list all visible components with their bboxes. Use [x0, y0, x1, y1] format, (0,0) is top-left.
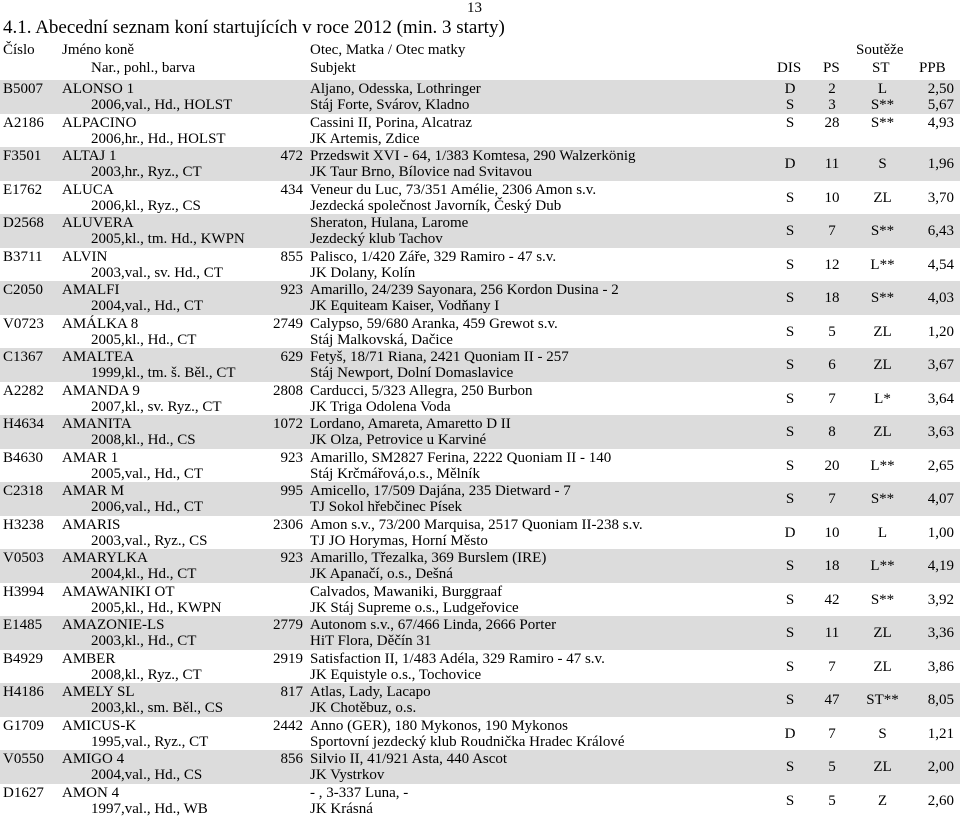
horse-number: 923 — [281, 282, 304, 298]
horse-id: F3501 — [3, 148, 41, 164]
horse-pedigree: Atlas, Lady, Lacapo — [310, 684, 431, 700]
horse-dis: S — [775, 115, 805, 131]
horse-id: A2282 — [3, 383, 44, 399]
horse-ps: 42 — [817, 592, 847, 608]
horse-st: ZL — [855, 190, 910, 206]
horse-dis: S — [775, 793, 805, 809]
horse-info: 2005,kl., tm. Hd., KWPN — [91, 231, 245, 247]
horse-number: 923 — [281, 450, 304, 466]
horse-dis: S — [775, 190, 805, 206]
horse-info: 2006,val., Hd., HOLST — [91, 97, 232, 113]
horse-info: 2003,val., Ryz., CS — [91, 533, 207, 549]
horse-dis: D — [775, 81, 805, 97]
horse-number: 923 — [281, 550, 304, 566]
page-number: 13 — [467, 0, 482, 16]
table-row — [0, 683, 960, 717]
horse-st: S** — [855, 491, 910, 507]
horse-records — [0, 80, 960, 817]
horse-dis: S — [775, 391, 805, 407]
table-row — [0, 549, 960, 583]
horse-number: 995 — [281, 483, 304, 499]
header-st: ST — [872, 59, 890, 77]
horse-ps: 12 — [817, 257, 847, 273]
horse-dis: S — [775, 223, 805, 239]
horse-id: D2568 — [3, 215, 44, 231]
horse-pedigree: Cassini II, Porina, Alcatraz — [310, 115, 472, 131]
horse-st: Z — [855, 793, 910, 809]
horse-ps: 7 — [817, 491, 847, 507]
horse-name: ALUCA — [62, 182, 114, 198]
horse-st-2: S** — [855, 97, 910, 113]
horse-dis: S — [775, 324, 805, 340]
horse-name: AMARIS — [62, 517, 120, 533]
horse-number: 2919 — [273, 651, 303, 667]
horse-info: 2004,val., Hd., CT — [91, 298, 203, 314]
horse-id: D1627 — [3, 785, 44, 801]
horse-pedigree: Amarillo, Třezalka, 369 Burslem (IRE) — [310, 550, 546, 566]
horse-st: L — [855, 81, 910, 97]
horse-dis: S — [775, 592, 805, 608]
horse-st: ZL — [855, 424, 910, 440]
horse-dis: S — [775, 625, 805, 641]
horse-id: B4929 — [3, 651, 43, 667]
horse-id: E1485 — [3, 617, 42, 633]
table-row — [0, 181, 960, 215]
horse-dis: D — [775, 726, 805, 742]
horse-number: 2808 — [273, 383, 303, 399]
horse-ppb: 2,65 — [928, 458, 954, 474]
horse-ppb: 4,07 — [928, 491, 954, 507]
horse-info: 2008,kl., Hd., CS — [91, 432, 196, 448]
horse-name: AMANDA 9 — [62, 383, 140, 399]
horse-dis: S — [775, 290, 805, 306]
horse-info: 2006,hr., Hd., HOLST — [91, 131, 226, 147]
table-row — [0, 784, 960, 817]
horse-dis: S — [775, 357, 805, 373]
horse-name: AMBER — [62, 651, 115, 667]
horse-dis: S — [775, 659, 805, 675]
horse-id: V0723 — [3, 316, 44, 332]
horse-st: ZL — [855, 357, 910, 373]
horse-owner: Stáj Newport, Dolní Domaslavice — [310, 365, 513, 381]
horse-id: V0550 — [3, 751, 44, 767]
horse-id: B3711 — [3, 249, 42, 265]
horse-ppb-2: 5,67 — [928, 97, 954, 113]
table-row — [0, 415, 960, 449]
horse-ps: 5 — [817, 793, 847, 809]
horse-number: 856 — [281, 751, 304, 767]
horse-info: 2005,val., Hd., CT — [91, 466, 203, 482]
horse-ppb: 4,54 — [928, 257, 954, 273]
horse-owner: JK Apanačí, o.s., Dešná — [310, 566, 453, 582]
horse-pedigree: Silvio II, 41/921 Asta, 440 Ascot — [310, 751, 507, 767]
horse-dis: S — [775, 558, 805, 574]
horse-st: L** — [855, 458, 910, 474]
horse-owner: HiT Flora, Děčín 31 — [310, 633, 431, 649]
horse-ps: 18 — [817, 558, 847, 574]
horse-pedigree: Palisco, 1/420 Záře, 329 Ramiro - 47 s.v. — [310, 249, 556, 265]
horse-owner: JK Vystrkov — [310, 767, 384, 783]
horse-ppb: 3,36 — [928, 625, 954, 641]
horse-pedigree: Amicello, 17/509 Dajána, 235 Dietward - 7 — [310, 483, 571, 499]
horse-st: S** — [855, 115, 910, 131]
table-row — [0, 449, 960, 483]
horse-id: E1762 — [3, 182, 42, 198]
horse-pedigree: Calypso, 59/680 Aranka, 459 Grewot s.v. — [310, 316, 558, 332]
table-row — [0, 382, 960, 416]
table-row — [0, 650, 960, 684]
header-name-info: Nar., pohl., barva — [91, 59, 195, 77]
horse-name: ALPACINO — [62, 115, 136, 131]
horse-owner: JK Chotěbuz, o.s. — [310, 700, 416, 716]
horse-ps: 7 — [817, 223, 847, 239]
horse-id: B4630 — [3, 450, 43, 466]
table-row — [0, 214, 960, 248]
horse-ps: 7 — [817, 726, 847, 742]
horse-name: ALONSO 1 — [62, 81, 134, 97]
horse-id: B5007 — [3, 81, 43, 97]
horse-ppb: 1,21 — [928, 726, 954, 742]
horse-pedigree: Veneur du Luc, 73/351 Amélie, 2306 Amon s.v. — [310, 182, 596, 198]
horse-name: AMAR 1 — [62, 450, 118, 466]
horse-name: AMAWANIKI OT — [62, 584, 175, 600]
header-ppb: PPB — [919, 59, 946, 77]
horse-st: ST** — [855, 692, 910, 708]
horse-number: 2749 — [273, 316, 303, 332]
horse-id: G1709 — [3, 718, 44, 734]
table-row — [0, 482, 960, 516]
horse-st: ZL — [855, 759, 910, 775]
horse-st: ZL — [855, 659, 910, 675]
horse-info: 2007,kl., sv. Ryz., CT — [91, 399, 222, 415]
horse-pedigree: Satisfaction II, 1/483 Adéla, 329 Ramiro - 47 s.v. — [310, 651, 605, 667]
horse-ps: 2 — [817, 81, 847, 97]
horse-dis: S — [775, 491, 805, 507]
horse-ppb: 2,60 — [928, 793, 954, 809]
header-cislo: Číslo — [3, 41, 35, 59]
horse-dis: S — [775, 424, 805, 440]
horse-pedigree: Sheraton, Hulana, Larome — [310, 215, 468, 231]
horse-pedigree: Przedswit XVI - 64, 1/383 Komtesa, 290 Walzerkönig — [310, 148, 636, 164]
horse-owner: JK Dolany, Kolín — [310, 265, 415, 281]
horse-st: L* — [855, 391, 910, 407]
horse-ppb: 3,63 — [928, 424, 954, 440]
table-row — [0, 281, 960, 315]
horse-owner: Sportovní jezdecký klub Roudnička Hradec Králové — [310, 734, 625, 750]
table-row — [0, 147, 960, 181]
horse-owner: TJ JO Horymas, Horní Město — [310, 533, 488, 549]
horse-ps: 8 — [817, 424, 847, 440]
horse-owner: TJ Sokol hřebčinec Písek — [310, 499, 462, 515]
horse-ps: 20 — [817, 458, 847, 474]
horse-ppb: 2,00 — [928, 759, 954, 775]
horse-owner: JK Krásná — [310, 801, 373, 817]
horse-ppb: 4,93 — [928, 115, 954, 131]
horse-owner: JK Olza, Petrovice u Karviné — [310, 432, 486, 448]
horse-st: S** — [855, 223, 910, 239]
table-row — [0, 616, 960, 650]
horse-id: C2050 — [3, 282, 43, 298]
horse-pedigree: - , 3-337 Luna, - — [310, 785, 408, 801]
horse-ppb: 4,19 — [928, 558, 954, 574]
horse-pedigree: Anno (GER), 180 Mykonos, 190 Mykonos — [310, 718, 568, 734]
horse-owner: JK Equistyle o.s., Tochovice — [310, 667, 481, 683]
horse-id: H3994 — [3, 584, 44, 600]
horse-info: 2004,val., Hd., CS — [91, 767, 202, 783]
header-dis: DIS — [777, 59, 801, 77]
header-ps: PS — [823, 59, 840, 77]
horse-info: 1995,val., Ryz., CT — [91, 734, 208, 750]
horse-ps: 7 — [817, 659, 847, 675]
horse-number: 434 — [281, 182, 304, 198]
horse-dis: D — [775, 525, 805, 541]
horse-name: ALUVERA — [62, 215, 134, 231]
horse-ppb: 1,20 — [928, 324, 954, 340]
horse-ppb: 3,86 — [928, 659, 954, 675]
horse-name: AMALFI — [62, 282, 120, 298]
horse-id: H4186 — [3, 684, 44, 700]
horse-info: 2003,kl., Hd., CT — [91, 633, 196, 649]
table-row — [0, 583, 960, 617]
horse-name: AMAR M — [62, 483, 124, 499]
horse-ps: 10 — [817, 190, 847, 206]
horse-info: 1999,kl., tm. š. Běl., CT — [91, 365, 236, 381]
horse-owner: JK Triga Odolena Voda — [310, 399, 451, 415]
horse-st: ZL — [855, 625, 910, 641]
horse-id: H4634 — [3, 416, 44, 432]
horse-owner: Stáj Malkovská, Dačice — [310, 332, 453, 348]
horse-info: 2003,hr., Ryz., CT — [91, 164, 202, 180]
horse-id: H3238 — [3, 517, 44, 533]
table-row — [0, 516, 960, 550]
horse-ps: 11 — [817, 156, 847, 172]
horse-info: 2006,val., Hd., CT — [91, 499, 203, 515]
horse-name: AMELY SL — [62, 684, 135, 700]
horse-ps: 5 — [817, 324, 847, 340]
horse-name: AMICUS-K — [62, 718, 136, 734]
horse-pedigree: Calvados, Mawaniki, Burggraaf — [310, 584, 502, 600]
horse-st: S** — [855, 290, 910, 306]
horse-st: L — [855, 525, 910, 541]
horse-dis: S — [775, 257, 805, 273]
section-title: 4.1. Abecední seznam koní startujících v roce 2012 (min. 3 starty) — [3, 16, 505, 40]
horse-pedigree: Carducci, 5/323 Allegra, 250 Burbon — [310, 383, 532, 399]
horse-info: 2003,val., sv. Hd., CT — [91, 265, 223, 281]
horse-owner: JK Taur Brno, Bílovice nad Svitavou — [310, 164, 532, 180]
horse-st: S** — [855, 592, 910, 608]
horse-owner: JK Stáj Supreme o.s., Ludgeřovice — [310, 600, 519, 616]
horse-owner: Jezdecká společnost Javorník, Český Dub — [310, 198, 561, 214]
horse-name: AMANITA — [62, 416, 132, 432]
horse-name: ALVIN — [62, 249, 107, 265]
horse-owner: Stáj Krčmářová,o.s., Mělník — [310, 466, 480, 482]
horse-name: AMALTEA — [62, 349, 134, 365]
horse-number: 1072 — [273, 416, 303, 432]
horse-ppb: 1,00 — [928, 525, 954, 541]
horse-pedigree: Amarillo, SM2827 Ferina, 2222 Quoniam II - 140 — [310, 450, 611, 466]
horse-number: 629 — [281, 349, 304, 365]
horse-owner: Jezdecký klub Tachov — [310, 231, 443, 247]
header-subject: Subjekt — [310, 59, 356, 77]
horse-ps: 28 — [817, 115, 847, 131]
horse-dis-2: S — [775, 97, 805, 113]
horse-info: 2003,kl., sm. Běl., CS — [91, 700, 223, 716]
horse-st: S — [855, 156, 910, 172]
table-row — [0, 248, 960, 282]
horse-ps: 11 — [817, 625, 847, 641]
horse-ppb: 3,70 — [928, 190, 954, 206]
horse-pedigree: Autonom s.v., 67/466 Linda, 2666 Porter — [310, 617, 556, 633]
horse-name: AMÁLKA 8 — [62, 316, 138, 332]
horse-dis: S — [775, 759, 805, 775]
horse-ps: 7 — [817, 391, 847, 407]
horse-ppb: 6,43 — [928, 223, 954, 239]
table-row — [0, 348, 960, 382]
horse-owner: Stáj Forte, Svárov, Kladno — [310, 97, 469, 113]
horse-ppb: 3,67 — [928, 357, 954, 373]
horse-pedigree: Lordano, Amareta, Amaretto D II — [310, 416, 511, 432]
table-row — [0, 750, 960, 784]
horse-ppb: 3,92 — [928, 592, 954, 608]
horse-dis: S — [775, 458, 805, 474]
horse-pedigree: Aljano, Odesska, Lothringer — [310, 81, 481, 97]
horse-name: AMIGO 4 — [62, 751, 124, 767]
header-name: Jméno koně — [62, 41, 134, 59]
horse-number: 817 — [281, 684, 304, 700]
horse-ps-2: 3 — [817, 97, 847, 113]
header-soutezne: Soutěže — [856, 41, 903, 59]
horse-number: 2306 — [273, 517, 303, 533]
horse-info: 2005,kl., Hd., KWPN — [91, 600, 221, 616]
horse-st: ZL — [855, 324, 910, 340]
horse-info: 1997,val., Hd., WB — [91, 801, 208, 817]
horse-ppb: 2,50 — [928, 81, 954, 97]
horse-st: L** — [855, 558, 910, 574]
horse-number: 2442 — [273, 718, 303, 734]
horse-id: V0503 — [3, 550, 44, 566]
horse-id: C2318 — [3, 483, 43, 499]
horse-dis: D — [775, 156, 805, 172]
horse-st: L** — [855, 257, 910, 273]
horse-ppb: 4,03 — [928, 290, 954, 306]
horse-name: AMON 4 — [62, 785, 119, 801]
header-pedigree: Otec, Matka / Otec matky — [310, 41, 465, 59]
horse-ps: 6 — [817, 357, 847, 373]
horse-ps: 5 — [817, 759, 847, 775]
horse-pedigree: Amarillo, 24/239 Sayonara, 256 Kordon Dusina - 2 — [310, 282, 619, 298]
horse-info: 2006,kl., Ryz., CS — [91, 198, 201, 214]
horse-info: 2005,kl., Hd., CT — [91, 332, 196, 348]
horse-ps: 47 — [817, 692, 847, 708]
horse-ppb: 1,96 — [928, 156, 954, 172]
table-row — [0, 80, 960, 114]
horse-pedigree: Fetyš, 18/71 Riana, 2421 Quoniam II - 257 — [310, 349, 569, 365]
horse-st: S — [855, 726, 910, 742]
horse-owner: JK Artemis, Zdice — [310, 131, 420, 147]
horse-ppb: 8,05 — [928, 692, 954, 708]
horse-name: ALTAJ 1 — [62, 148, 117, 164]
horse-ps: 10 — [817, 525, 847, 541]
table-row — [0, 114, 960, 148]
horse-number: 2779 — [273, 617, 303, 633]
horse-info: 2004,kl., Hd., CT — [91, 566, 196, 582]
horse-name: AMARYLKA — [62, 550, 148, 566]
horse-info: 2008,kl., Ryz., CT — [91, 667, 202, 683]
horse-pedigree: Amon s.v., 73/200 Marquisa, 2517 Quoniam II-238 s.v. — [310, 517, 643, 533]
horse-ppb: 3,64 — [928, 391, 954, 407]
horse-number: 855 — [281, 249, 304, 265]
horse-dis: S — [775, 692, 805, 708]
table-row — [0, 315, 960, 349]
horse-owner: JK Equiteam Kaiser, Vodňany I — [310, 298, 499, 314]
horse-name: AMAZONIE-LS — [62, 617, 165, 633]
horse-ps: 18 — [817, 290, 847, 306]
table-row — [0, 717, 960, 751]
horse-number: 472 — [281, 148, 304, 164]
horse-id: A2186 — [3, 115, 44, 131]
horse-id: C1367 — [3, 349, 43, 365]
